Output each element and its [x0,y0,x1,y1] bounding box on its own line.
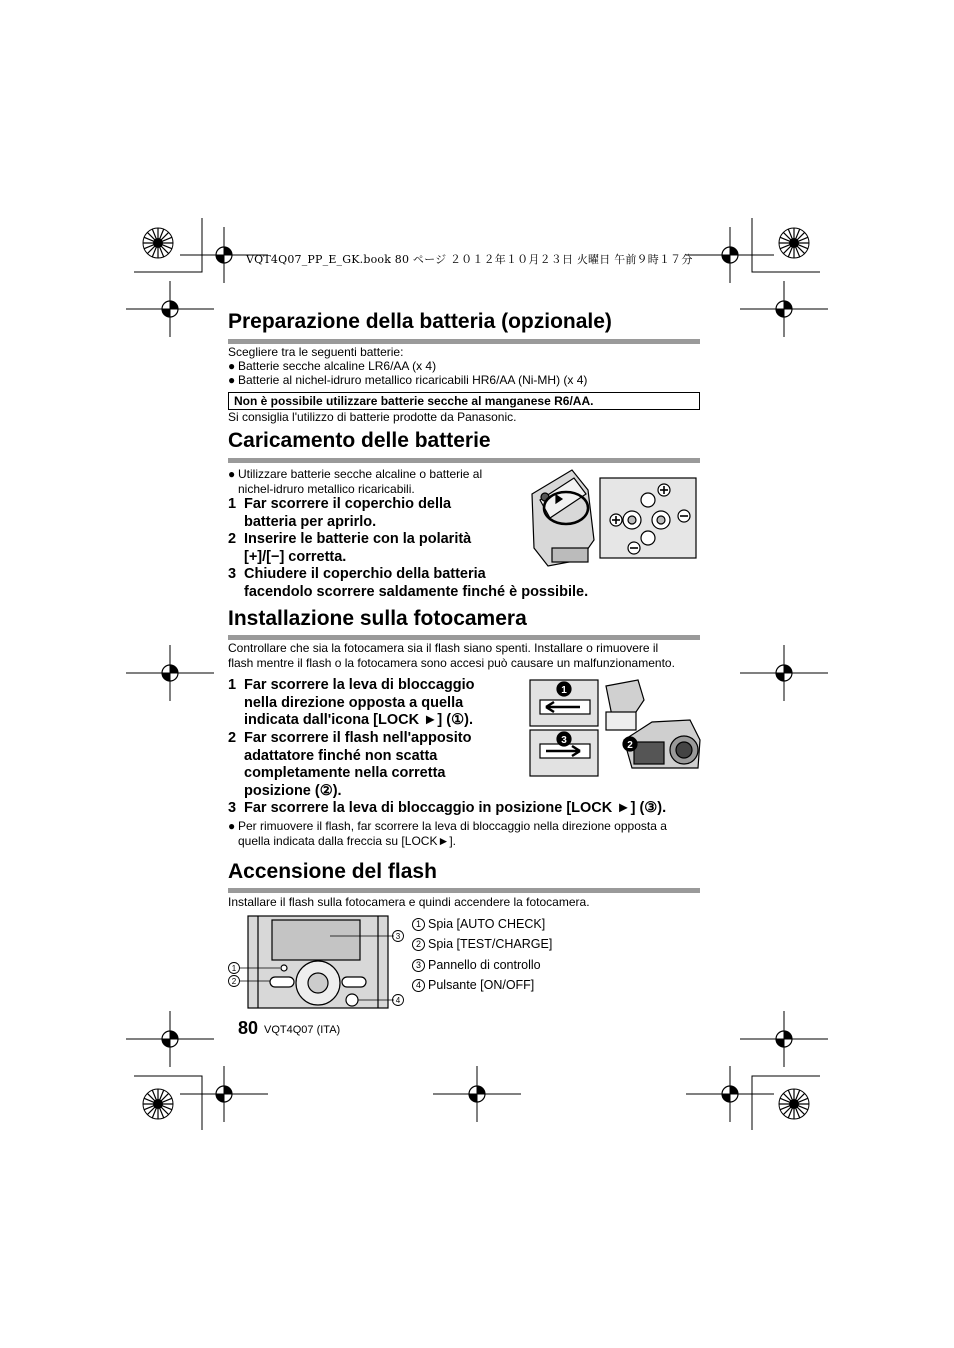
install-intro-line-1: Controllare che sia la fotocamera sia il flash siano spenti. Installare o rimuovere il [228,641,659,655]
svg-text:2: 2 [627,740,633,751]
legend-item-2: 2 Spia [TEST/CHARGE] [412,937,552,951]
bullet-icon: ● [228,359,236,373]
document-code: VQT4Q07 (ITA) [264,1024,341,1036]
page-number: 80 [238,1018,259,1038]
bullet-icon: ● [228,373,236,387]
bullet-icon: ● [228,819,236,833]
section-title-loading: Caricamento delle batterie [228,429,491,452]
svg-text:3: 3 [395,932,401,941]
battery-note: Si consiglia l'utilizzo di batterie prodotte da Panasonic. [228,410,517,424]
warning-box: Non è possibile utilizzare batterie secche al manganese R6/AA. [228,392,700,410]
power-intro: Installare il flash sulla fotocamera e quindi accendere la fotocamera. [228,895,590,909]
section-title-battery-prep: Preparazione della batteria (opzionale) [228,310,612,333]
section-title-install: Installazione sulla fotocamera [228,607,527,630]
bullet-icon: ● [228,467,236,481]
svg-text:3: 3 [561,735,567,746]
book-header: VQT4Q07_PP_E_GK.book 80 ページ ２０１２年１０月２３日 火曜日 午前９時１７分 [246,253,693,266]
svg-text:1: 1 [231,964,237,973]
install-intro-line-2: flash mentre il flash o la fotocamera sono accesi può causare un malfunzionamento. [228,656,675,670]
battery-intro: Scegliere tra le seguenti batterie: [228,345,404,359]
legend-item-3: 3 Pannello di controllo [412,958,541,972]
svg-text:4: 4 [395,996,401,1005]
section-title-power: Accensione del flash [228,860,437,883]
legend-item-4: 4 Pulsante [ON/OFF] [412,978,534,992]
svg-text:1: 1 [561,685,567,696]
legend-item-1: 1 Spia [AUTO CHECK] [412,917,545,931]
svg-text:2: 2 [231,977,237,986]
